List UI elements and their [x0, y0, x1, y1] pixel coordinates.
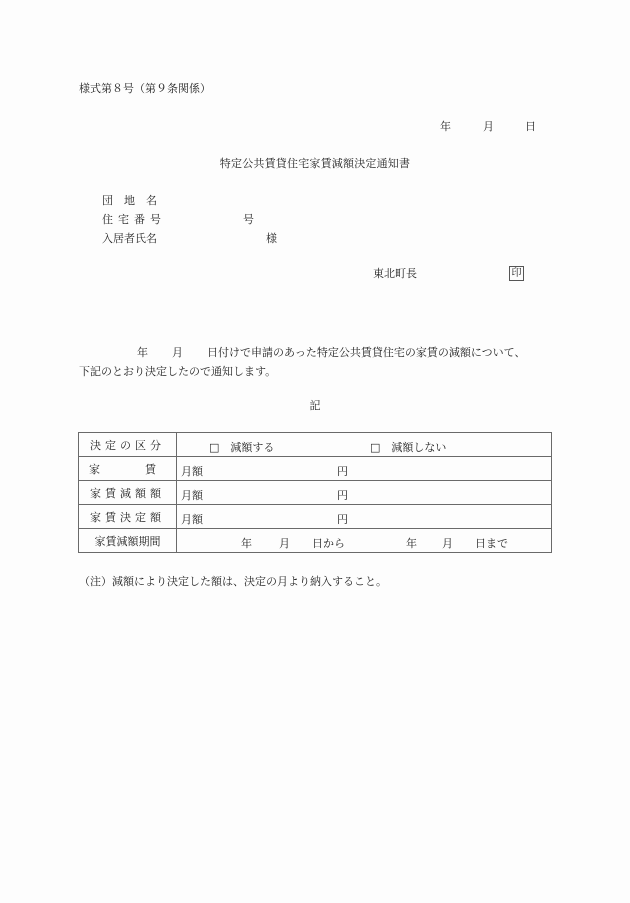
issue-date [440, 121, 536, 132]
date-day: 日 [525, 120, 536, 133]
table-row [79, 505, 552, 529]
reduction-value [177, 481, 552, 505]
rent-value [177, 457, 552, 481]
form-number: 様式第８号（第９条関係） [79, 82, 211, 95]
row-label-left: 家 [89, 462, 100, 476]
footnote: （注）減額により決定した額は、決定の月より納入すること。 [79, 575, 387, 588]
field-house-number [102, 214, 166, 225]
row-label: 家賃減額額 [79, 481, 177, 505]
period-from-day: 日から [312, 537, 345, 550]
table-row [79, 457, 552, 481]
decision-table [78, 432, 552, 553]
value-unit: 円 [337, 465, 348, 478]
row-label: 家賃決定額 [79, 505, 177, 529]
resident-honorific: 様 [266, 232, 277, 245]
ki-heading: 記 [309, 399, 321, 412]
field-house-number-label: 住宅番号 [102, 213, 166, 226]
body-year: 年 [137, 346, 148, 359]
seal-mark: 印 [509, 266, 524, 281]
value-prefix: 月額 [181, 489, 203, 502]
body-line-1 [79, 343, 559, 362]
row-label: 家賃減額期間 [79, 529, 177, 553]
value-prefix: 月額 [181, 513, 203, 526]
row-label [79, 457, 177, 481]
option-no-reduce[interactable]: □ 減額しない [370, 441, 447, 454]
period-to-year: 年 [406, 537, 417, 550]
body-line-1-rest: 日付けで申請のあった特定公共賃貸住宅の家賃の減額について、 [207, 346, 526, 359]
field-complex-name-label: 団 地 名 [102, 194, 157, 207]
body-line-2: 下記のとおり決定したので通知します。 [79, 365, 277, 378]
issuer-name: 東北町長 [373, 267, 417, 280]
table-row [79, 481, 552, 505]
decision-options [177, 433, 552, 457]
date-year: 年 [440, 120, 451, 133]
reduction-period [177, 529, 552, 553]
body-month: 月 [172, 346, 183, 359]
period-from-year: 年 [241, 537, 252, 550]
period-from-month: 月 [279, 537, 290, 550]
table-row [79, 529, 552, 553]
row-label: 決定の区分 [79, 433, 177, 457]
field-resident-name [102, 233, 157, 244]
period-to-month: 月 [442, 537, 453, 550]
option-reduce[interactable]: □ 減額する [209, 441, 275, 454]
table-row [79, 433, 552, 457]
house-number-suffix: 号 [243, 213, 254, 226]
value-unit: 円 [337, 489, 348, 502]
period-to-day: 日まで [475, 537, 508, 550]
decided-value [177, 505, 552, 529]
body-paragraph [79, 343, 559, 381]
field-complex-name [102, 195, 157, 206]
row-label-right: 賃 [145, 462, 156, 476]
value-prefix: 月額 [181, 465, 203, 478]
document-title: 特定公共賃貸住宅家賃減額決定通知書 [219, 157, 411, 170]
field-resident-name-label: 入居者氏名 [102, 232, 157, 245]
date-month: 月 [483, 120, 494, 133]
value-unit: 円 [337, 513, 348, 526]
